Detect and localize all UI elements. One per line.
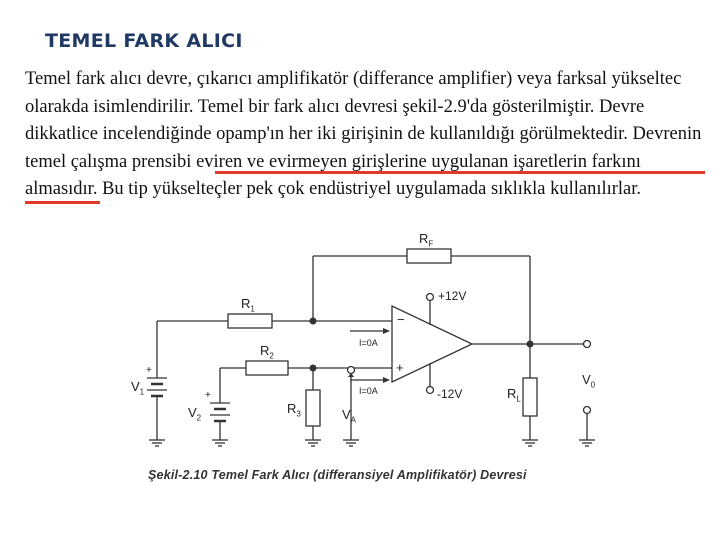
r1-label: $R_1$	[241, 296, 255, 314]
va-terminal	[348, 367, 355, 374]
vo-terminal	[584, 341, 591, 348]
vo-label: $V_0$	[582, 372, 596, 390]
inverting-current-label: I=0A	[359, 338, 378, 348]
rf-resistor	[407, 249, 451, 263]
supply-terminal-negative	[427, 387, 434, 394]
paragraph-line-1: Temel fark alıcı devre, çıkarıcı amplifikatör (differance amplifier) veya farksal yükseltec	[25, 69, 682, 89]
noninverting-current-label: I=0A	[359, 386, 378, 396]
paragraph-line-3: dikkatlice incelendiğinde opamp'ın her iki girişinin de kullanıldığı görülmektedir. Devrenin	[25, 124, 702, 144]
va-label: $V_A$	[342, 407, 357, 425]
r2-label: $R_2$	[260, 343, 274, 361]
paragraph-line-4: temel çalışma prensibi eviren ve evirmeyen girişlerine uygulanan işaretlerin farkını	[25, 151, 641, 172]
inverting-input-sign: −	[397, 312, 405, 327]
junction-dot	[527, 341, 534, 348]
r2-resistor	[246, 361, 288, 375]
rl-label: $R_L$	[507, 386, 521, 404]
vo-ground-terminal	[584, 407, 591, 414]
noninverting-input-sign: +	[396, 360, 404, 375]
figure-caption: Şekil-2.10 Temel Fark Alıcı (differansiyel Amplifikatör) Devresi	[148, 468, 527, 482]
junction-dot	[310, 365, 317, 372]
paragraph-line-5: almasıdır. Bu tip yükselteçler pek çok endüstriyel uygulamada sıklıkla kullanılırlar.	[25, 179, 642, 199]
paragraph-line-2: olarakda isimlendirilir. Temel bir fark alıcı devresi şekil-2.9'da gösterilmiştir. Devre	[25, 96, 645, 117]
supply-terminal-positive	[427, 294, 434, 301]
r1-resistor	[228, 314, 272, 328]
negative-supply-label: -12V	[437, 387, 463, 401]
r3-label: $R_3$	[287, 401, 301, 419]
junction-dot	[310, 318, 317, 325]
v2-label: $V_2$	[188, 405, 202, 423]
rl-resistor	[523, 378, 537, 416]
v1-label: $V_1$	[131, 379, 145, 397]
r3-resistor	[306, 390, 320, 426]
v1-plus-sign: +	[146, 365, 152, 376]
positive-supply-label: +12V	[438, 289, 467, 303]
page-title: TEMEL FARK ALICI	[45, 30, 243, 52]
rf-label: $R_F$	[419, 231, 434, 249]
v2-plus-sign: +	[205, 390, 211, 401]
